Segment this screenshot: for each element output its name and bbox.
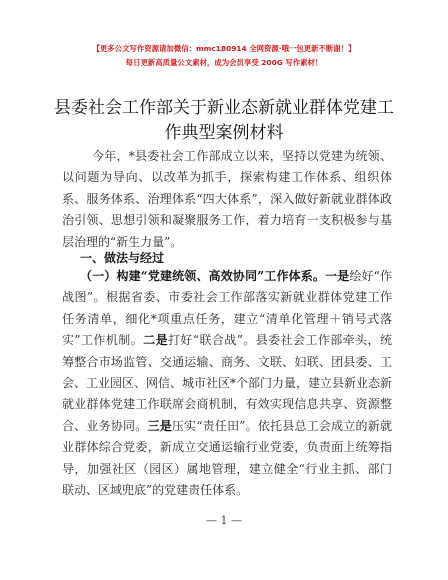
point-lead-1: 一是 bbox=[325, 269, 350, 283]
intro-paragraph: 今年，*县委社会工作部成立以来，坚持以党建为统领、以问题为导向、以改革为抓手，探索构建工作体系、组织体系、服务体系、治理体系“四大体系”，深入做好新就业群体政治引领、思想引领和凝聚服务工作，着力培育一支积极参与基层治理的“新生力量”。 bbox=[62, 149, 392, 249]
point-lead-3: 三是 bbox=[147, 418, 172, 433]
subsection-heading: （一）构建“党建统领、高效协同”工作体系。 bbox=[80, 269, 326, 283]
document-title-line1: 县委社会工作部关于新业态新就业群体党建工 bbox=[54, 98, 394, 118]
page-number: — 1 — bbox=[206, 514, 242, 527]
promo-banner bbox=[0, 42, 448, 70]
document-title-line2: 作典型案例材料 bbox=[164, 123, 284, 143]
point-lead-2: 二是 bbox=[143, 333, 168, 348]
point-text-2: 打好“联合战”。县委社会工作部牵头，统筹整合市场监管、交通运输、商务、文联、妇联、团县委、工会、工业园区、网信、城市社区*个部门力量，建立县新业态新就业群体党建工作联席会商机制，有效实现信息共享、资源整合、业务协同。 bbox=[62, 333, 393, 433]
section-heading: 一、做法与经过 bbox=[80, 251, 165, 265]
point-text-1: 绘好“作战图”。根据省委、市委社会工作部落实新就业群体党建工作任务清单，细化*项重点任务，建立“清单化管理＋销号式落实”工作机制。 bbox=[62, 269, 392, 348]
promo-banner-line2: 每日更新高质量公文素材，成为会员享受 200G 写作素材！ bbox=[125, 58, 323, 67]
document-title bbox=[0, 96, 448, 146]
promo-banner-line1: 【更多公文写作资源请加微信：mmc180914 全网资源·哦一包更新不断谢！】 bbox=[92, 44, 356, 53]
point-text-3: 压实“责任田”。依托县总工会成立的新就业群体综合党委，新成立交通运输行业党委，负责面上统筹指导，加强社区（园区）属地管理，建立健全“行业主抓、部门联动、区域兜底”的党建责任体系。 bbox=[62, 418, 392, 498]
subsection-paragraph bbox=[62, 266, 392, 501]
